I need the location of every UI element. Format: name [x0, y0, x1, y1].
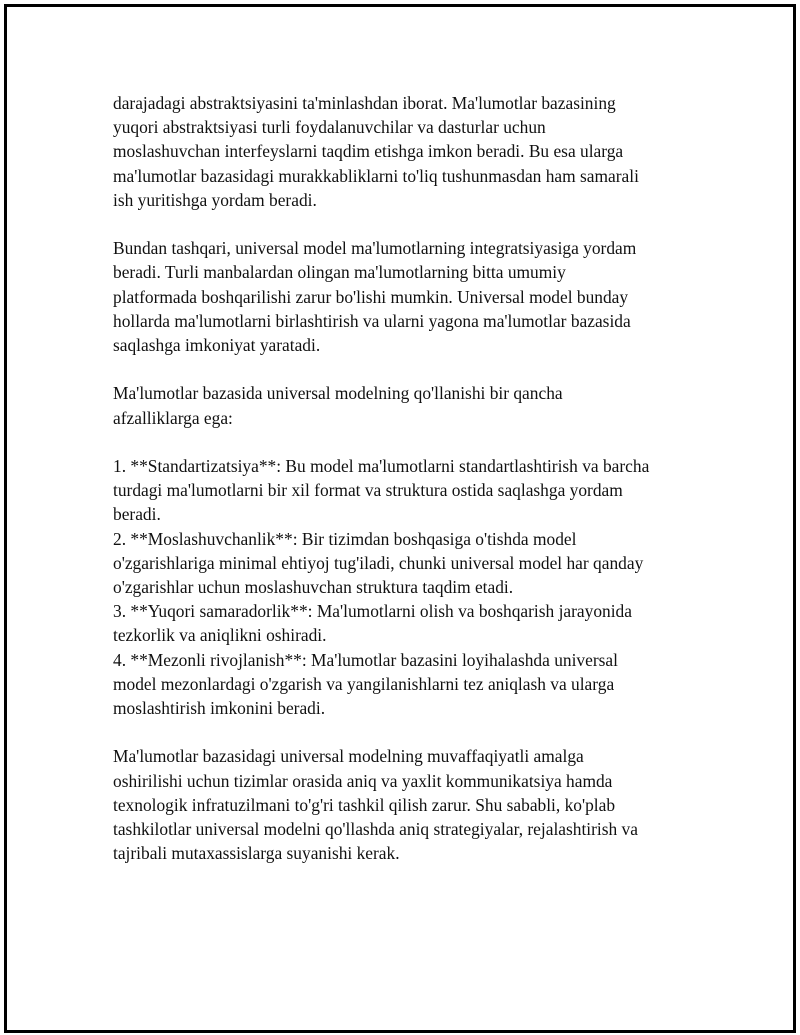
paragraph-gap [113, 212, 703, 236]
paragraph-gap [113, 430, 703, 454]
numbered-list [113, 454, 703, 720]
text-line: Ma'lumotlar bazasida universal modelning qo'llanishi bir qancha [113, 383, 563, 404]
list-item: tezkorlik va aniqlikni oshiradi. [113, 625, 327, 646]
text-line: oshirilishi uchun tizimlar orasida aniq va yaxlit kommunikatsiya hamda [113, 770, 613, 791]
text-line: Bundan tashqari, universal model ma'lumotlarning integratsiyasiga yordam [113, 238, 637, 259]
list-item: moslashtirish imkonini beradi. [113, 698, 326, 719]
list-item: 2. **Moslashuvchanlik**: Bir tizimdan boshqasiga o'tishda model [113, 528, 577, 549]
list-item: o'zgarishlar uchun moslashuvchan struktura taqdim etadi. [113, 577, 514, 598]
list-item: turdagi ma'lumotlarni bir xil format va struktura ostida saqlashga yordam [113, 480, 623, 501]
list-item: model mezonlardagi o'zgarish va yangilanishlarni tez aniqlash va ularga [113, 673, 615, 694]
list-item: 1. **Standartizatsiya**: Bu model ma'lumotlarni standartlashtirish va barcha [113, 456, 650, 476]
paragraph [113, 744, 703, 865]
paragraph [113, 236, 703, 357]
text-line: tashkilotlar universal modelni qo'llashda aniq strategiyalar, rejalashtirish va [113, 819, 638, 840]
text-line: afzalliklarga ega: [113, 407, 233, 428]
list-item: o'zgarishlariga minimal ehtiyoj tug'iladi, chunki universal model har qanday [113, 552, 644, 573]
paragraph [113, 381, 703, 429]
text-line: ma'lumotlar bazasidagi murakkabliklarni to'liq tushunmasdan ham samarali [113, 165, 639, 186]
document-body [113, 91, 703, 865]
text-line: ish yuritishga yordam beradi. [113, 189, 317, 210]
list-item: 3. **Yuqori samaradorlik**: Ma'lumotlarni olish va boshqarish jarayonida [113, 601, 632, 622]
text-line: hollarda ma'lumotlarni birlashtirish va ularni yagona ma'lumotlar bazasida [113, 310, 631, 331]
paragraph-gap [113, 357, 703, 381]
text-line: saqlashga imkoniyat yaratadi. [113, 335, 321, 356]
paragraph [113, 91, 703, 212]
text-line: moslashuvchan interfeyslarni taqdim etishga imkon beradi. Bu esa ularga [113, 141, 624, 162]
text-line: platformada boshqarilishi zarur bo'lishi mumkin. Universal model bunday [113, 286, 629, 307]
text-line: yuqori abstraktsiyasi turli foydalanuvchilar va dasturlar uchun [113, 117, 546, 138]
text-line: darajadagi abstraktsiyasini ta'minlashdan iborat. Ma'lumotlar bazasining [113, 93, 616, 113]
list-item: beradi. [113, 504, 161, 525]
paragraph-gap [113, 720, 703, 744]
text-line: Ma'lumotlar bazasidagi universal modelning muvaffaqiyatli amalga [113, 746, 584, 767]
text-line: texnologik infratuzilmani to'g'ri tashkil qilish zarur. Shu sababli, ko'plab [113, 794, 616, 815]
list-item: 4. **Mezonli rivojlanish**: Ma'lumotlar bazasini loyihalashda universal [113, 649, 618, 670]
text-line: tajribali mutaxassislarga suyanishi kerak. [113, 843, 400, 864]
text-line: beradi. Turli manbalardan olingan ma'lumotlarning bitta umumiy [113, 262, 566, 283]
